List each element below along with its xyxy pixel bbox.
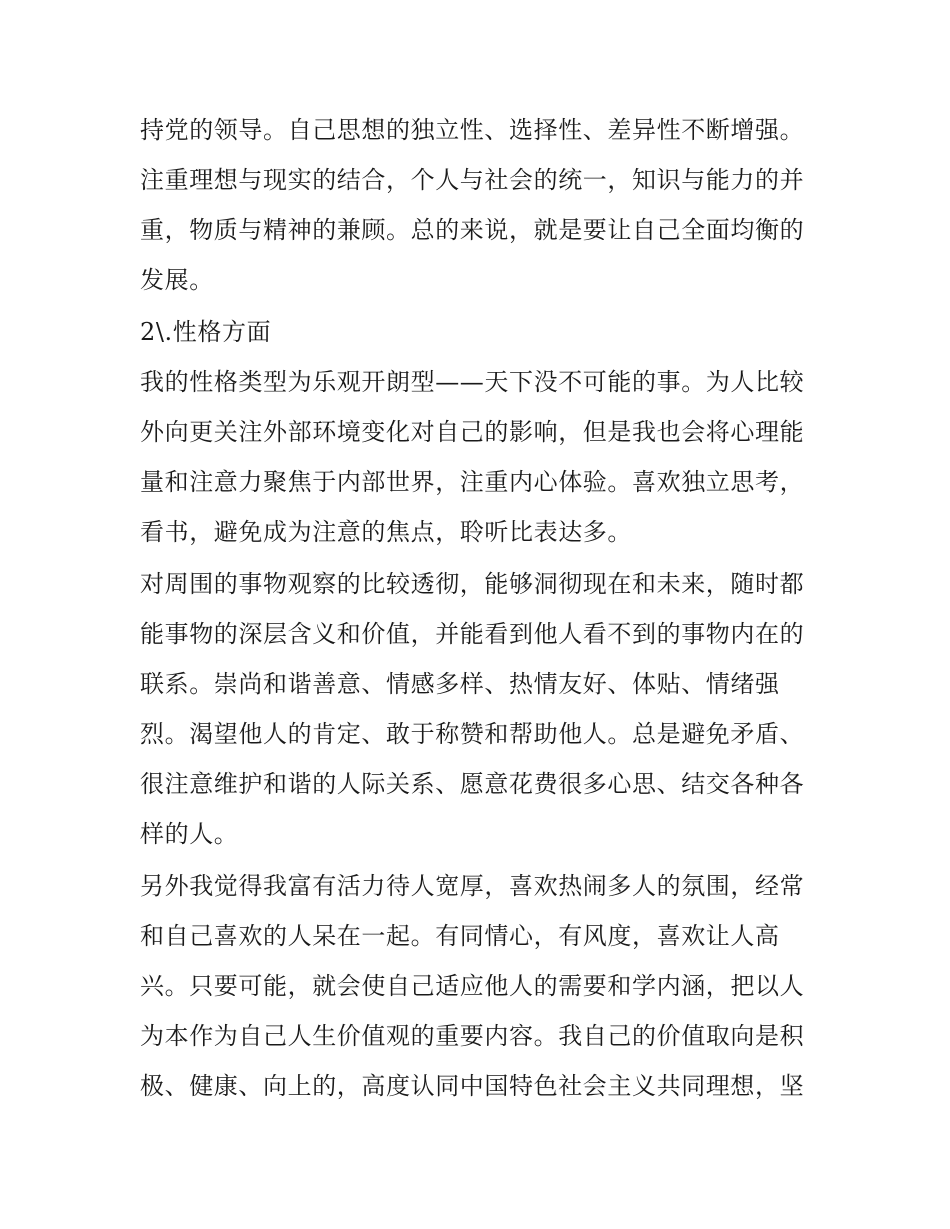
text-line: 和自己喜欢的人呆在一起。有同情心，有风度，喜欢让人高: [140, 922, 780, 950]
text-line: 很注意维护和谐的人际关系、愿意花费很多心思、结交各种各: [140, 770, 805, 798]
text-line: 烈。渴望他人的肯定、敢于称赞和帮助他人。总是避免矛盾、: [140, 720, 805, 748]
text-line: 我的性格类型为乐观开朗型——天下没不可能的事。为人比较: [140, 368, 805, 396]
text-line: 极、健康、向上的，高度认同中国特色社会主义共同理想，坚: [140, 1072, 805, 1100]
text-line: 能事物的深层含义和价值，并能看到他人看不到的事物内在的: [140, 620, 805, 648]
text-line: 兴。只要可能，就会使自己适应他人的需要和学内涵，把以人: [140, 972, 805, 1000]
text-line: 另外我觉得我富有活力待人宽厚，喜欢热闹多人的氛围，经常: [140, 872, 805, 900]
text-line: 样的人。: [140, 820, 239, 848]
section-heading: 2\.性格方面: [140, 318, 272, 346]
text-line: 持党的领导。自己思想的独立性、选择性、差异性不断增强。: [140, 116, 805, 144]
text-line: 重，物质与精神的兼顾。总的来说，就是要让自己全面均衡的: [140, 216, 805, 244]
text-line: 注重理想与现实的结合，个人与社会的统一，知识与能力的并: [140, 166, 805, 194]
text-line: 对周围的事物观察的比较透彻，能够洞彻现在和未来，随时都: [140, 570, 805, 598]
text-line: 联系。崇尚和谐善意、情感多样、热情友好、体贴、情绪强: [140, 670, 780, 698]
text-line: 外向更关注外部环境变化对自己的影响，但是我也会将心理能: [140, 418, 805, 446]
text-line: 为本作为自己人生价值观的重要内容。我自己的价值取向是积: [140, 1022, 805, 1050]
text-line: 发展。: [140, 266, 214, 294]
text-line: 看书，避免成为注意的焦点，聆听比表达多。: [140, 518, 632, 546]
text-line: 量和注意力聚焦于内部世界，注重内心体验。喜欢独立思考，: [140, 468, 805, 496]
